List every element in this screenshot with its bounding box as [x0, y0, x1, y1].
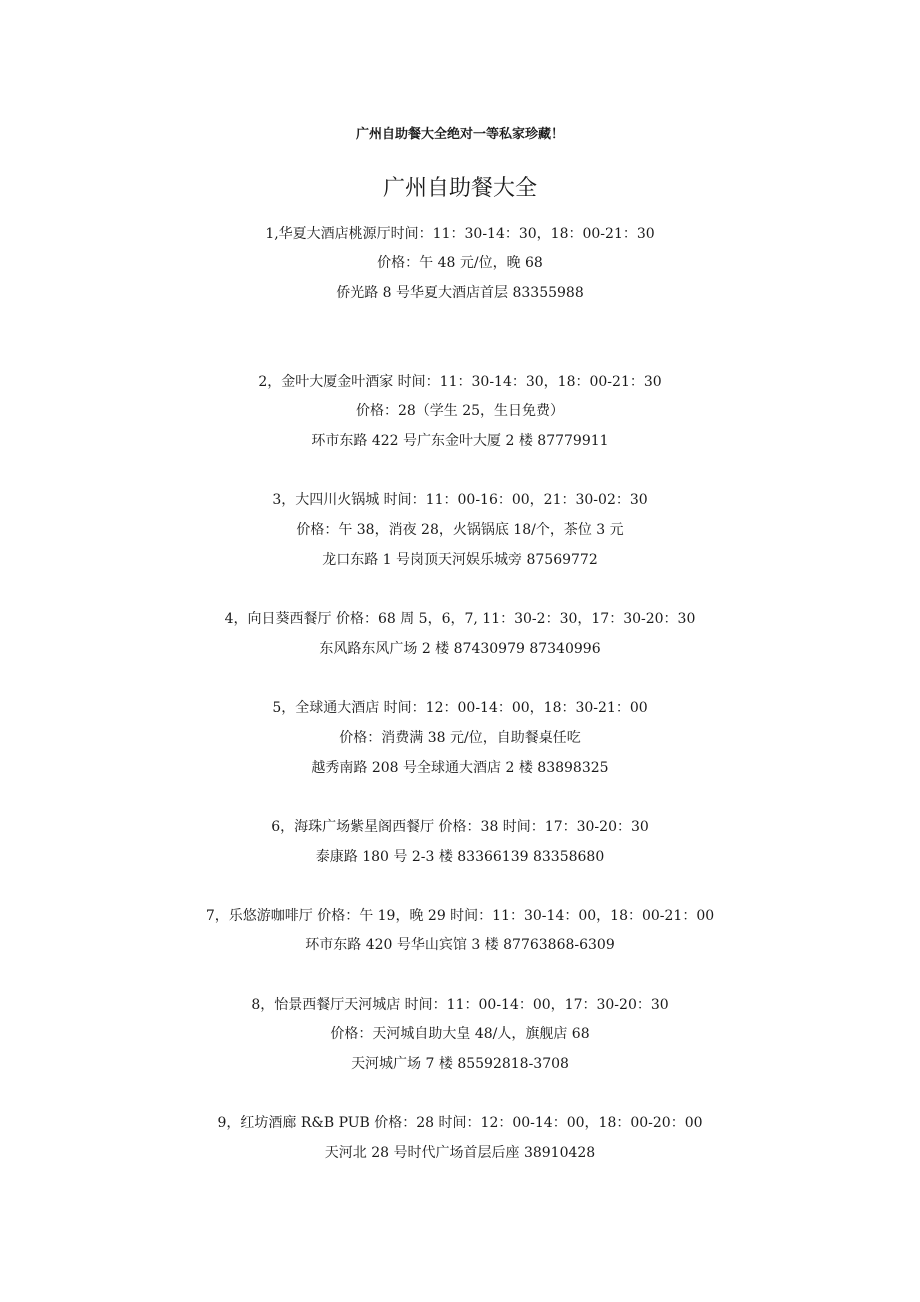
document-subtitle: 广州自助餐大全绝对一等私家珍藏！	[355, 127, 564, 142]
entry-5-price: 价格：消费满 38 元/位，自助餐桌任吃	[339, 730, 581, 746]
entry-9-name-price-hours: 9，红坊酒廊 R&B PUB 价格：28 时间：12：00-14：00，18：00-20：00	[217, 1115, 703, 1131]
entry-5-address: 越秀南路 208 号全球通大酒店 2 楼 83898325	[311, 760, 609, 776]
entry-4-address: 东风路东风广场 2 楼 87430979 87340996	[319, 641, 601, 657]
entry-2-name-hours: 2，金叶大厦金叶酒家 时间：11：30-14：30，18：00-21：30	[258, 374, 662, 390]
entry-2-address: 环市东路 422 号广东金叶大厦 2 楼 87779911	[311, 433, 609, 449]
entry-3-address: 龙口东路 1 号岗顶天河娱乐城旁 87569772	[322, 552, 598, 568]
entry-5-name-hours: 5，全球通大酒店 时间：12：00-14：00，18：30-21：00	[272, 700, 648, 716]
entry-2-price: 价格：28（学生 25，生日免费）	[355, 403, 565, 419]
document-title: 广州自助餐大全	[382, 176, 537, 201]
entry-6-address: 泰康路 180 号 2-3 楼 83366139 83358680	[315, 849, 605, 865]
entry-3-price: 价格：午 38，消夜 28，火锅锅底 18/个，茶位 3 元	[296, 522, 624, 538]
entry-1-address: 侨光路 8 号华夏大酒店首层 83355988	[336, 285, 584, 301]
entry-7-name-price-hours: 7，乐悠游咖啡厅 价格：午 19，晚 29 时间：11：30-14：00，18：00-21：00	[205, 908, 715, 924]
entry-3-name-hours: 3，大四川火锅城 时间：11：00-16：00，21：30-02：30	[272, 492, 648, 508]
entry-8-address: 天河城广场 7 楼 85592818-3708	[351, 1056, 569, 1072]
entry-8-price: 价格：天河城自助大皇 48/人，旗舰店 68	[330, 1026, 590, 1042]
entry-1-price: 价格：午 48 元/位，晚 68	[377, 255, 543, 271]
entry-1-name-hours: 1,华夏大酒店桃源厅时间：11：30-14：30，18：00-21：30	[265, 226, 655, 242]
entry-6-name-price-hours: 6，海珠广场紫星阁西餐厅 价格：38 时间：17：30-20：30	[271, 819, 649, 835]
entry-4-name-price-hours: 4，向日葵西餐厅 价格：68 周 5，6，7, 11：30-2：30，17：30-20：30	[224, 611, 696, 627]
entry-7-address: 环市东路 420 号华山宾馆 3 楼 87763868-6309	[305, 937, 615, 953]
entry-9-address: 天河北 28 号时代广场首层后座 38910428	[324, 1145, 596, 1161]
entry-8-name-hours: 8，怡景西餐厅天河城店 时间：11：00-14：00，17：30-20：30	[251, 997, 669, 1013]
